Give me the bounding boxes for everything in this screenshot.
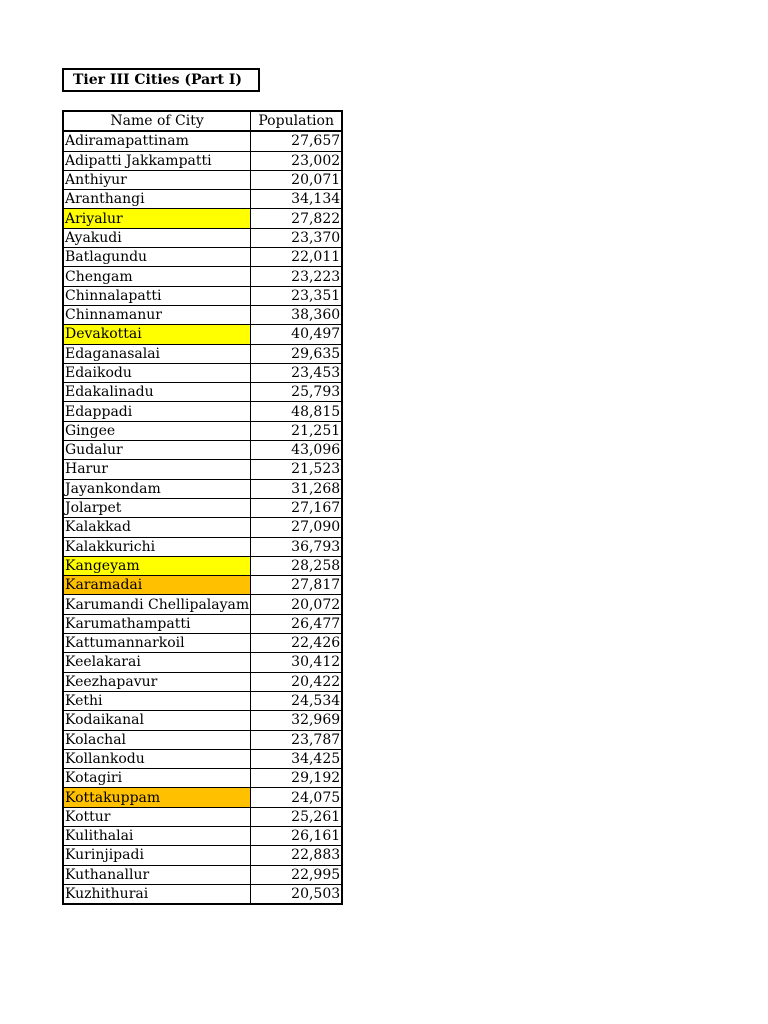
population-cell: 22,426 bbox=[251, 634, 343, 653]
city-name-cell: Kalakkurichi bbox=[63, 537, 251, 556]
city-population-table bbox=[62, 110, 343, 905]
table-row bbox=[63, 691, 342, 710]
city-name-cell: Kulithalai bbox=[63, 826, 251, 845]
population-cell: 36,793 bbox=[251, 537, 343, 556]
city-name-cell: Harur bbox=[63, 460, 251, 479]
table-row bbox=[63, 730, 342, 749]
table-row bbox=[63, 576, 342, 595]
table-header-row bbox=[63, 111, 342, 131]
city-name-cell: Karumandi Chellipalayam bbox=[65, 596, 250, 613]
table-row bbox=[63, 826, 342, 845]
city-name-cell: Adipatti Jakkampatti bbox=[63, 151, 251, 170]
table-row bbox=[63, 228, 342, 247]
table-row bbox=[63, 672, 342, 691]
city-name-cell: Gingee bbox=[63, 421, 251, 440]
city-name-cell: Jolarpet bbox=[63, 498, 251, 517]
city-name-cell: Edaganasalai bbox=[63, 344, 251, 363]
city-name-cell: Keezhapavur bbox=[63, 672, 251, 691]
city-name-cell: Chengam bbox=[63, 267, 251, 286]
table-row bbox=[63, 383, 342, 402]
population-cell: 22,011 bbox=[251, 248, 343, 267]
population-cell: 31,268 bbox=[251, 479, 343, 498]
population-cell: 40,497 bbox=[251, 325, 343, 344]
population-cell: 27,817 bbox=[251, 576, 343, 595]
table-row bbox=[63, 131, 342, 151]
table-row bbox=[63, 884, 342, 904]
city-name-cell: Keelakarai bbox=[63, 653, 251, 672]
population-cell: 32,969 bbox=[251, 711, 343, 730]
population-cell: 23,351 bbox=[251, 286, 343, 305]
city-name-cell: Kolachal bbox=[63, 730, 251, 749]
city-name-cell: Kuthanallur bbox=[63, 865, 251, 884]
city-name-cell: Anthiyur bbox=[63, 170, 251, 189]
city-name-cell: Edaikodu bbox=[63, 363, 251, 382]
population-cell: 34,425 bbox=[251, 749, 343, 768]
city-name-cell: Jayankondam bbox=[63, 479, 251, 498]
table-row bbox=[63, 363, 342, 382]
table-row bbox=[63, 209, 342, 228]
table-row bbox=[63, 537, 342, 556]
table-row bbox=[63, 248, 342, 267]
population-cell: 27,822 bbox=[251, 209, 343, 228]
city-name-cell: Kethi bbox=[63, 691, 251, 710]
population-cell: 20,503 bbox=[251, 884, 343, 904]
population-cell: 20,422 bbox=[251, 672, 343, 691]
population-cell: 22,995 bbox=[251, 865, 343, 884]
population-cell: 29,192 bbox=[251, 769, 343, 788]
population-cell: 23,223 bbox=[251, 267, 343, 286]
table-row bbox=[63, 479, 342, 498]
city-name-cell: Kottakuppam bbox=[63, 788, 251, 807]
city-name-cell: Chinnalapatti bbox=[63, 286, 251, 305]
table-row bbox=[63, 344, 342, 363]
table-row bbox=[63, 807, 342, 826]
population-cell: 25,261 bbox=[251, 807, 343, 826]
population-cell: 23,370 bbox=[251, 228, 343, 247]
population-cell: 29,635 bbox=[251, 344, 343, 363]
city-name-cell: Edappadi bbox=[63, 402, 251, 421]
population-cell: 48,815 bbox=[251, 402, 343, 421]
table-row bbox=[63, 749, 342, 768]
table-row bbox=[63, 865, 342, 884]
city-name-cell: Chinnamanur bbox=[63, 305, 251, 324]
population-cell: 26,477 bbox=[251, 614, 343, 633]
table-row bbox=[63, 325, 342, 344]
city-name-cell: Karamadai bbox=[63, 576, 251, 595]
population-cell: 38,360 bbox=[251, 305, 343, 324]
city-name-cell: Devakottai bbox=[63, 325, 251, 344]
population-cell: 28,258 bbox=[251, 556, 343, 575]
table-row bbox=[63, 634, 342, 653]
table-row bbox=[63, 556, 342, 575]
city-name-cell: Kotagiri bbox=[63, 769, 251, 788]
table-row bbox=[63, 614, 342, 633]
population-cell: 26,161 bbox=[251, 826, 343, 845]
column-header-population: Population bbox=[251, 111, 343, 131]
table-row bbox=[63, 421, 342, 440]
city-name-cell: Ariyalur bbox=[63, 209, 251, 228]
population-cell: 20,072 bbox=[251, 595, 343, 614]
table-row bbox=[63, 170, 342, 189]
population-cell: 20,071 bbox=[251, 170, 343, 189]
city-name-cell: Adiramapattinam bbox=[63, 131, 251, 151]
table-row bbox=[63, 653, 342, 672]
table-row bbox=[63, 788, 342, 807]
table-row bbox=[63, 595, 342, 614]
city-name-cell: Karumathampatti bbox=[63, 614, 251, 633]
table-row bbox=[63, 460, 342, 479]
city-name-cell: Gudalur bbox=[63, 441, 251, 460]
population-cell: 23,453 bbox=[251, 363, 343, 382]
city-name-cell: Ayakudi bbox=[63, 228, 251, 247]
table-row bbox=[63, 769, 342, 788]
population-cell: 24,075 bbox=[251, 788, 343, 807]
table-row bbox=[63, 286, 342, 305]
city-name-cell: Kurinjipadi bbox=[63, 846, 251, 865]
table-row bbox=[63, 190, 342, 209]
table-row bbox=[63, 518, 342, 537]
page-title: Tier III Cities (Part I) bbox=[62, 68, 260, 92]
column-header-city: Name of City bbox=[63, 111, 251, 131]
population-cell: 21,251 bbox=[251, 421, 343, 440]
population-cell: 22,883 bbox=[251, 846, 343, 865]
table-row bbox=[63, 711, 342, 730]
table-row bbox=[63, 402, 342, 421]
city-name-cell: Aranthangi bbox=[63, 190, 251, 209]
city-name-cell: Kodaikanal bbox=[63, 711, 251, 730]
population-cell: 27,090 bbox=[251, 518, 343, 537]
table-row bbox=[63, 846, 342, 865]
population-cell: 21,523 bbox=[251, 460, 343, 479]
population-cell: 30,412 bbox=[251, 653, 343, 672]
table-body bbox=[63, 131, 342, 904]
population-cell: 24,534 bbox=[251, 691, 343, 710]
population-cell: 27,167 bbox=[251, 498, 343, 517]
city-name-cell: Kuzhithurai bbox=[63, 884, 251, 904]
table-row bbox=[63, 498, 342, 517]
table-row bbox=[63, 151, 342, 170]
city-name-cell: Kalakkad bbox=[63, 518, 251, 537]
city-name-cell: Edakalinadu bbox=[63, 383, 251, 402]
city-name-cell: Kollankodu bbox=[63, 749, 251, 768]
table-row bbox=[63, 441, 342, 460]
table-row bbox=[63, 305, 342, 324]
population-cell: 25,793 bbox=[251, 383, 343, 402]
city-name-cell: Kangeyam bbox=[63, 556, 251, 575]
table-row bbox=[63, 267, 342, 286]
population-cell: 27,657 bbox=[251, 131, 343, 151]
population-cell: 34,134 bbox=[251, 190, 343, 209]
population-cell: 43,096 bbox=[251, 441, 343, 460]
population-cell: 23,002 bbox=[251, 151, 343, 170]
city-name-cell: Kattumannarkoil bbox=[63, 634, 251, 653]
population-cell: 23,787 bbox=[251, 730, 343, 749]
city-name-cell: Kottur bbox=[63, 807, 251, 826]
city-name-cell: Batlagundu bbox=[63, 248, 251, 267]
